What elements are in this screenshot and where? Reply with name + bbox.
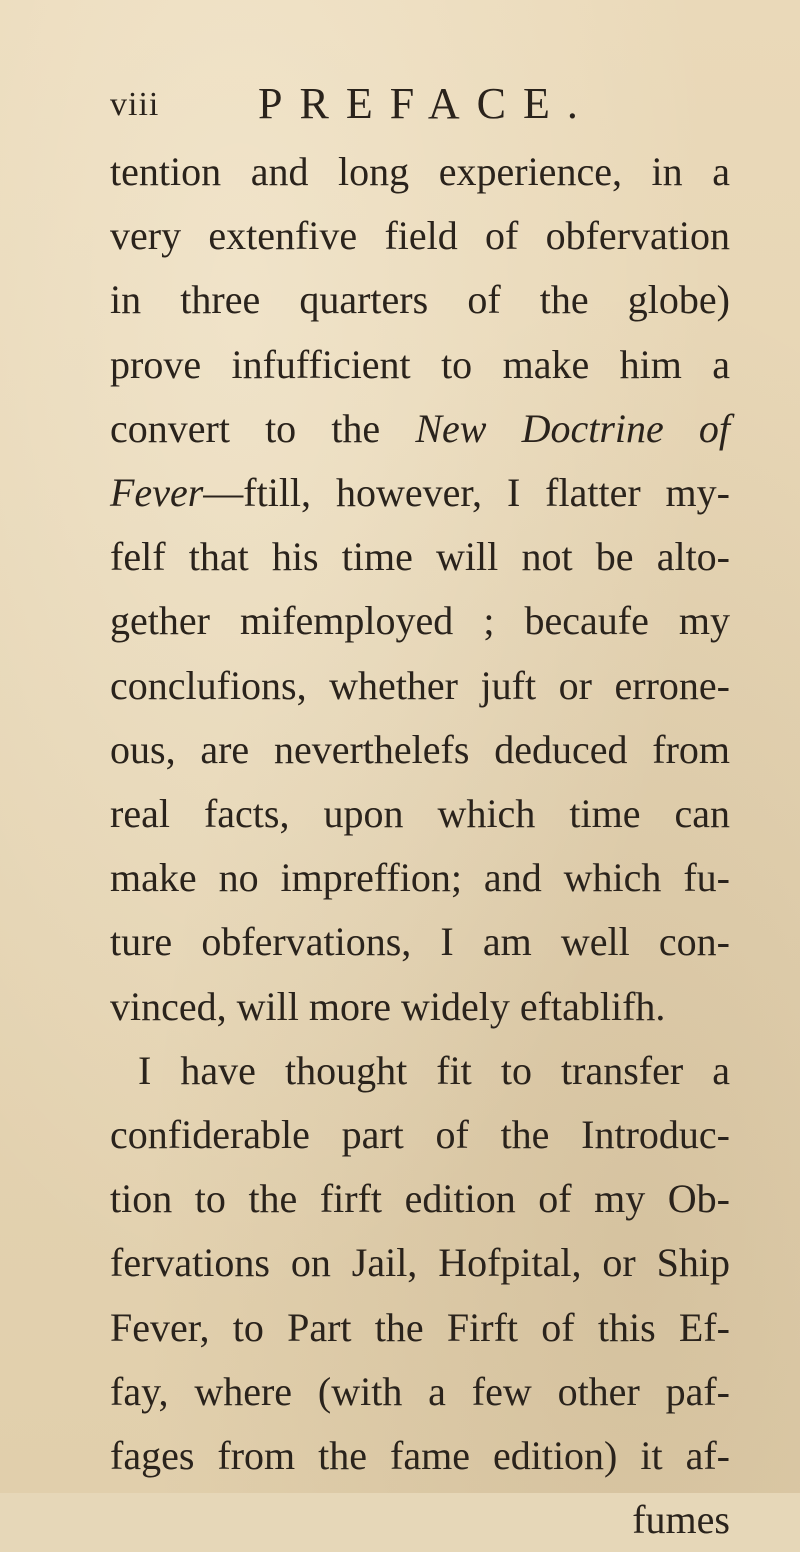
page-number: viii — [110, 86, 160, 123]
text-line: Fever, to Part the Firft of this Ef- — [110, 1304, 730, 1350]
text-line: fay, where (with a few other paf- — [110, 1368, 730, 1414]
text-line: fervations on Jail, Hofpital, or Ship — [110, 1240, 730, 1286]
text-line: confiderable part of the Introduc- — [110, 1112, 730, 1158]
text-line: ous, are neverthelefs deduced from — [110, 726, 730, 772]
text-line: tion to the firft edition of my Ob- — [110, 1176, 730, 1222]
text-line: conclufions, whether juft or errone- — [110, 662, 730, 708]
italic-phrase: New Doctrine of — [415, 405, 731, 451]
text-line: make no impreffion; and which fu- — [110, 855, 730, 901]
running-head — [110, 78, 710, 138]
text-line — [110, 461, 730, 525]
page-header-title: PREFACE. — [258, 79, 595, 128]
text-line — [110, 397, 730, 461]
text-line: felf that his time will not be alto- — [110, 534, 730, 580]
text-line: real facts, upon which time can — [110, 791, 730, 837]
text-line: ture obfervations, I am well con- — [110, 919, 730, 965]
italic-word: Fever — [110, 470, 204, 516]
body-text — [110, 140, 730, 1552]
text-line: fages from the fame edition) it af- — [110, 1433, 730, 1479]
text-line: prove infufficient to make him a — [110, 341, 730, 387]
text-line: very extenfive field of obfervation — [110, 213, 730, 259]
text-line: tention and long experience, in a — [110, 149, 730, 194]
text-run: —ftill, however, I flatter my- — [203, 470, 730, 516]
catchword: fumes — [632, 1497, 730, 1543]
text-line: vinced, will more widely eftablifh. — [110, 983, 666, 1029]
text-line: I have thought fit to transfer a — [138, 1047, 730, 1093]
text-line: gether mifemployed ; becaufe my — [110, 598, 730, 644]
text-line: in three quarters of the globe) — [110, 277, 730, 323]
text-run: convert to the — [110, 405, 416, 451]
